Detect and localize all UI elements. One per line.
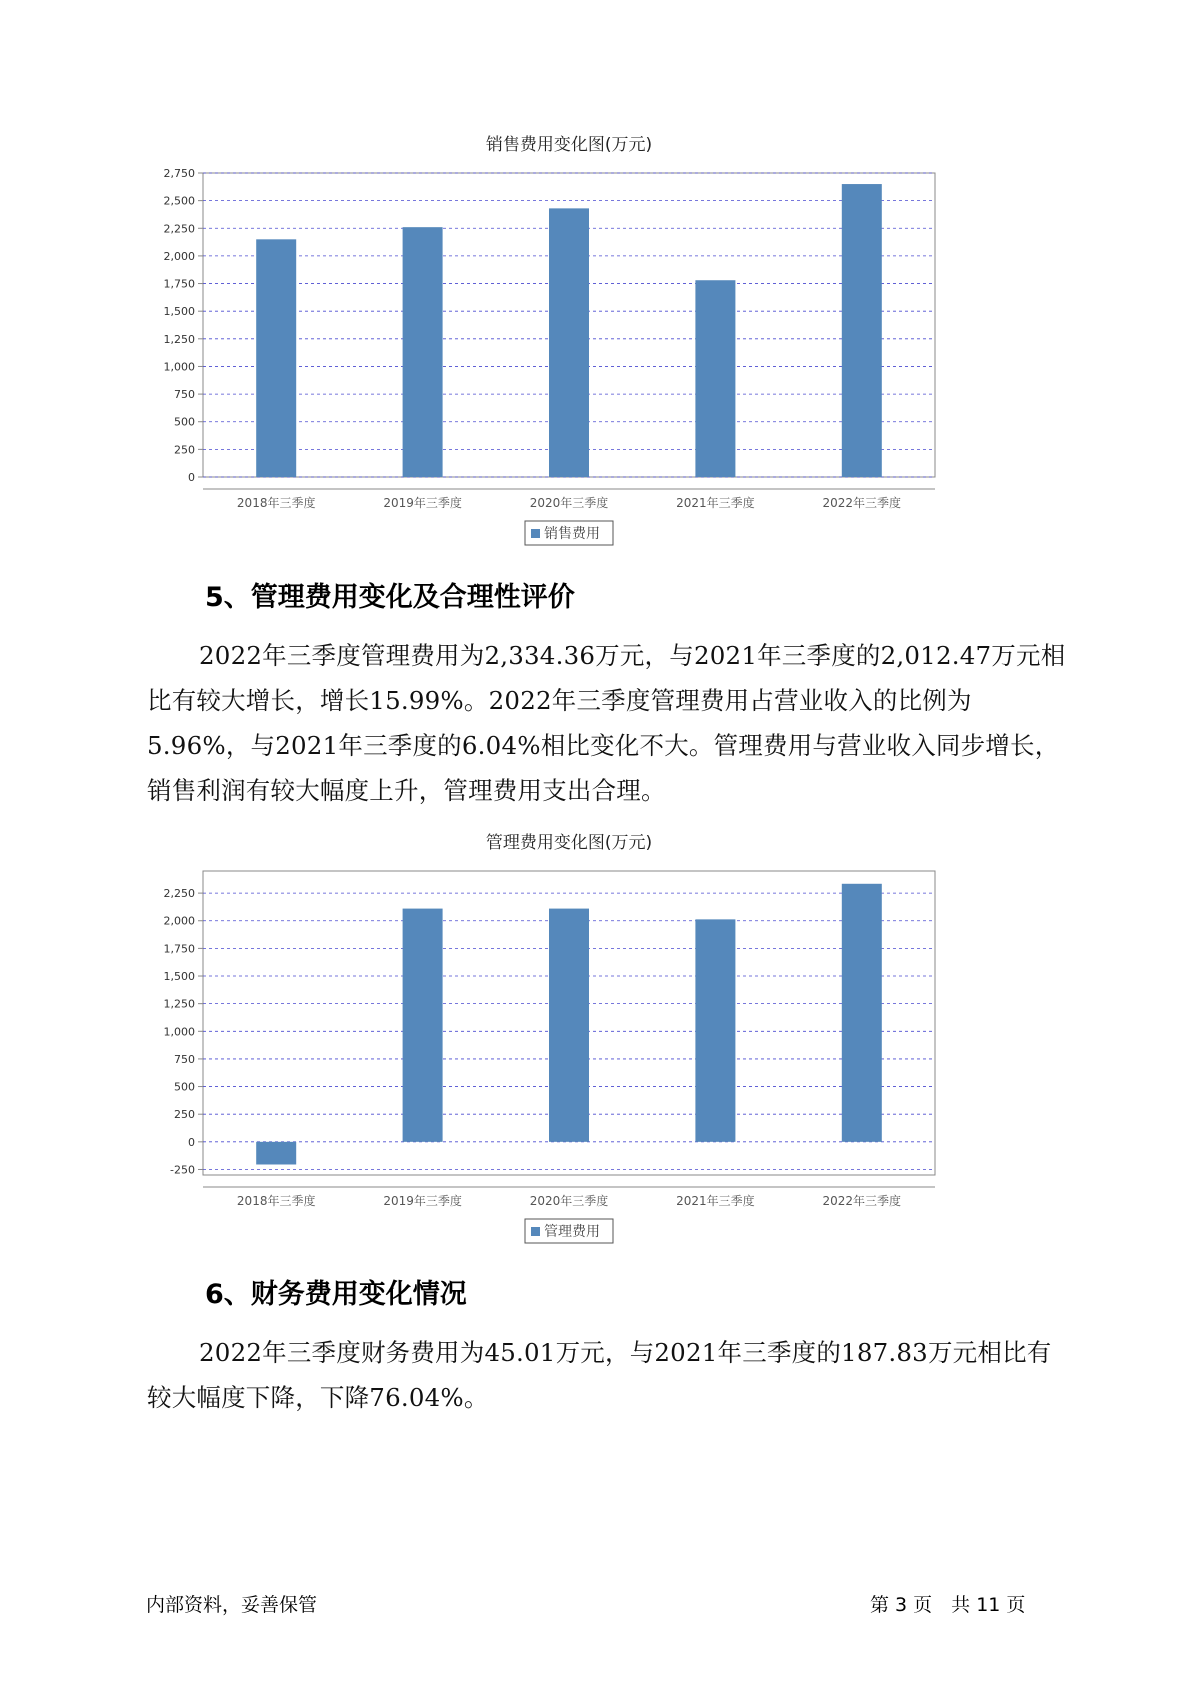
sales-legend-swatch (531, 529, 540, 538)
sales-ytick-label: 1,250 (163, 332, 195, 346)
sales-ytick-label: 2,750 (163, 167, 195, 180)
admin-ytick-label: 2,250 (163, 887, 195, 901)
sales-ytick-label: 0 (188, 471, 195, 484)
admin-bar (256, 1142, 296, 1165)
sales-category-label: 2022年三季度 (822, 496, 902, 510)
sales-bar (695, 280, 735, 477)
admin-ytick-label: 750 (174, 1052, 195, 1066)
sales-chart-title: 销售费用变化图(万元) (485, 135, 653, 155)
sales-ytick-label: 1,500 (163, 305, 195, 319)
admin-category-label: 2020年三季度 (529, 1194, 609, 1208)
sales-bar (549, 208, 589, 477)
sales-bar (256, 239, 296, 477)
admin-bar (842, 884, 882, 1142)
admin-bar (403, 909, 443, 1142)
admin-ytick-label: 1,250 (163, 997, 195, 1011)
sales-ytick-label: 2,500 (163, 194, 195, 208)
admin-ytick-label: 500 (174, 1080, 195, 1094)
admin-chart-title: 管理费用变化图(万元) (485, 833, 653, 853)
sales-ytick-label: 2,000 (163, 249, 195, 263)
sales-ytick-label: 500 (174, 415, 195, 429)
admin-legend-swatch (531, 1227, 540, 1236)
sales-ytick-label: 1,000 (163, 360, 195, 374)
sales-category-label: 2018年三季度 (236, 496, 316, 510)
admin-category-label: 2022年三季度 (822, 1194, 902, 1208)
footer-page-number: 第 3 页 共 11 页 (870, 1594, 1026, 1616)
admin-bar (549, 909, 589, 1142)
admin-ytick-label: 2,000 (163, 914, 195, 928)
admin-category-label: 2018年三季度 (236, 1194, 316, 1208)
admin-bar (695, 919, 735, 1141)
admin-legend-label: 管理费用 (544, 1224, 600, 1240)
section-5-paragraph: 2022年三季度管理费用为2,334.36万元，与2021年三季度的2,012.47万元相比有较大增长，增长15.99%。2022年三季度管理费用占营业收入的比例为5.96%，与2021年三季度的6.04%相比变化不大。管理费用与营业收入同步增长，销售利润有较大幅度上升，管理费用支出合理。 (147, 641, 1066, 805)
sales-ytick-label: 750 (174, 388, 195, 402)
sales-expense-chart (140, 130, 1040, 550)
footer-confidential-note: 内部资料，妥善保管 (146, 1594, 318, 1616)
sales-category-label: 2020年三季度 (529, 496, 609, 510)
admin-ytick-label: 250 (174, 1108, 195, 1122)
admin-ytick-label: 1,000 (163, 1025, 195, 1039)
sales-ytick-label: 1,750 (163, 277, 195, 291)
section-6-paragraph: 2022年三季度财务费用为45.01万元，与2021年三季度的187.83万元相比有较大幅度下降，下降76.04%。 (147, 1338, 1052, 1412)
section-5-heading: 5、管理费用变化及合理性评价 (205, 582, 575, 613)
admin-expense-chart-svg (140, 828, 1040, 1248)
admin-ytick-label: 0 (188, 1135, 195, 1149)
admin-category-label: 2019年三季度 (383, 1194, 462, 1208)
sales-legend-label: 销售费用 (544, 526, 600, 542)
sales-bar (403, 227, 443, 477)
section-6-heading: 6、财务费用变化情况 (205, 1279, 467, 1310)
sales-bar (842, 184, 882, 477)
sales-expense-chart-svg (140, 130, 1040, 550)
admin-category-label: 2021年三季度 (676, 1194, 755, 1208)
sales-ytick-label: 2,250 (163, 222, 195, 236)
sales-category-label: 2019年三季度 (383, 496, 462, 510)
sales-ytick-label: 250 (174, 443, 195, 457)
sales-category-label: 2021年三季度 (676, 496, 755, 510)
admin-ytick-label: 1,500 (163, 970, 195, 984)
admin-expense-chart (140, 828, 1040, 1248)
admin-ytick-label: -250 (170, 1163, 195, 1177)
admin-ytick-label: 1,750 (163, 942, 195, 956)
